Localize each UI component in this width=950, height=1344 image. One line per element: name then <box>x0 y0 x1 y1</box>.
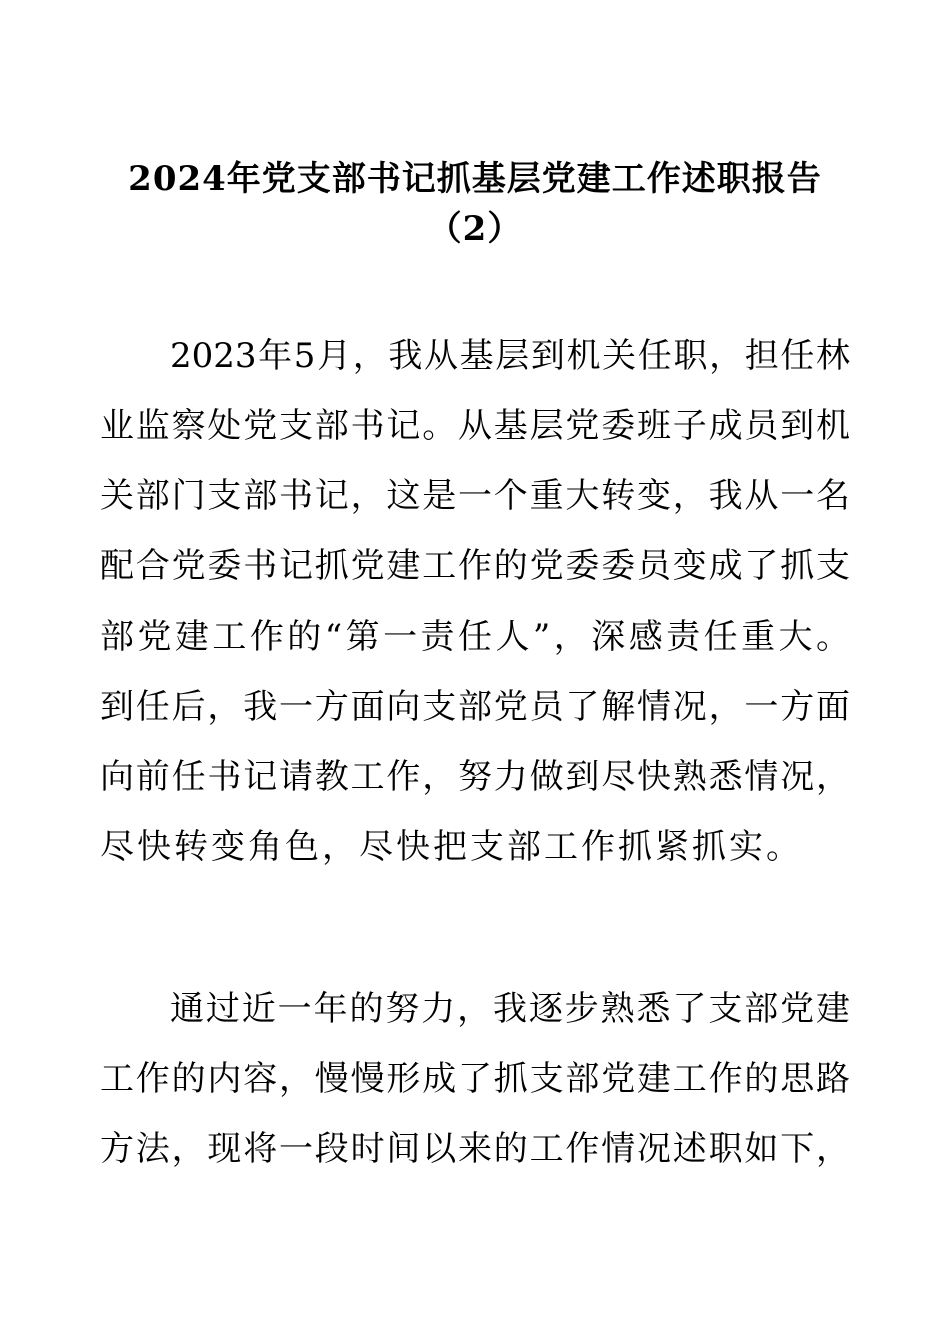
paragraph-line: 2023年5月，我从基层到机关任职，担任林 <box>170 336 850 376</box>
paragraph-line: 关部门支部书记，这是一个重大转变，我从一名 <box>100 476 850 516</box>
paragraph-line: 业监察处党支部书记。从基层党委班子成员到机 <box>100 406 850 446</box>
document-subtitle-number: （2） <box>427 209 523 249</box>
document-title: 2024年党支部书记抓基层党建工作述职报告 <box>128 159 822 199</box>
paragraph-line: 方法，现将一段时间以来的工作情况述职如下， <box>100 1129 850 1169</box>
paragraph-line: 工作的内容，慢慢形成了抓支部党建工作的思路 <box>100 1059 850 1099</box>
paragraph-line: 通过近一年的努力，我逐步熟悉了支部党建 <box>170 989 850 1029</box>
paragraph-line: 配合党委书记抓党建工作的党委委员变成了抓支 <box>100 546 850 586</box>
paragraph-line: 尽快转变角色，尽快把支部工作抓紧抓实。 <box>100 827 803 867</box>
paragraph-line: 向前任书记请教工作，努力做到尽快熟悉情况， <box>100 757 850 797</box>
paragraph-line: 部党建工作的“第一责任人”，深感责任重大。 <box>100 617 850 657</box>
paragraph-line: 到任后，我一方面向支部党员了解情况，一方面 <box>100 687 850 727</box>
